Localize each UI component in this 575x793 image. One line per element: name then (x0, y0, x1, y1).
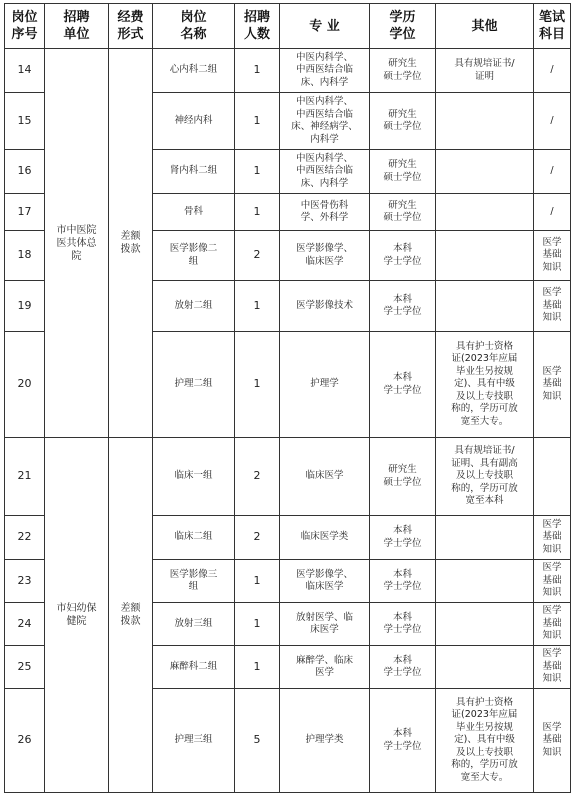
cell-other (436, 646, 534, 689)
cell-other (436, 231, 534, 281)
cell-education: 本科 学士学位 (370, 689, 436, 793)
cell-count: 2 (235, 438, 280, 516)
cell-exam: 医学 基础 知识 (534, 603, 571, 646)
cell-count: 1 (235, 560, 280, 603)
table-header-row (5, 4, 571, 49)
cell-education: 本科 学士学位 (370, 603, 436, 646)
header-other: 其他 (436, 4, 534, 49)
cell-exam: / (534, 194, 571, 231)
cell-education: 研究生 硕士学位 (370, 438, 436, 516)
cell-other: 具有规培证书/ 证明 (436, 49, 534, 93)
cell-funding: 差额 拨款 (109, 438, 153, 793)
cell-exam: 医学 基础 知识 (534, 281, 571, 332)
cell-other (436, 194, 534, 231)
recruitment-table-container (4, 3, 571, 793)
cell-count: 1 (235, 603, 280, 646)
cell-post-name: 肾内科二组 (153, 150, 235, 194)
cell-count: 1 (235, 281, 280, 332)
cell-post-id: 25 (5, 646, 45, 689)
cell-exam: 医学 基础 知识 (534, 560, 571, 603)
cell-post-name: 神经内科 (153, 93, 235, 150)
cell-other: 具有护士资格 证(2023年应届 毕业生另按规 定)、具有中级 及以上专技职 称的，学历可放 宽至大专。 (436, 689, 534, 793)
cell-unit: 市妇幼保 健院 (45, 438, 109, 793)
cell-post-id: 22 (5, 516, 45, 560)
cell-major: 护理学类 (280, 689, 370, 793)
cell-count: 1 (235, 49, 280, 93)
cell-other (436, 516, 534, 560)
cell-other (436, 281, 534, 332)
cell-count: 2 (235, 231, 280, 281)
cell-funding: 差额 拨款 (109, 49, 153, 438)
cell-post-name: 护理三组 (153, 689, 235, 793)
recruitment-table (4, 3, 571, 793)
cell-exam: / (534, 49, 571, 93)
table-row (5, 49, 571, 93)
header-post-id: 岗位 序号 (5, 4, 45, 49)
cell-exam: / (534, 93, 571, 150)
cell-count: 5 (235, 689, 280, 793)
cell-other (436, 150, 534, 194)
header-funding: 经费 形式 (109, 4, 153, 49)
cell-other (436, 93, 534, 150)
cell-major: 医学影像技术 (280, 281, 370, 332)
cell-education: 本科 学士学位 (370, 231, 436, 281)
cell-post-name: 临床一组 (153, 438, 235, 516)
cell-major: 医学影像学、 临床医学 (280, 231, 370, 281)
header-unit: 招聘 单位 (45, 4, 109, 49)
cell-count: 2 (235, 516, 280, 560)
cell-post-name: 放射二组 (153, 281, 235, 332)
cell-exam: 医学 基础 知识 (534, 646, 571, 689)
cell-post-id: 16 (5, 150, 45, 194)
cell-other (436, 603, 534, 646)
table-body (5, 49, 571, 793)
cell-count: 1 (235, 194, 280, 231)
cell-count: 1 (235, 332, 280, 438)
cell-education: 研究生 硕士学位 (370, 49, 436, 93)
cell-education: 本科 学士学位 (370, 560, 436, 603)
cell-exam: 医学 基础 知识 (534, 231, 571, 281)
cell-post-id: 20 (5, 332, 45, 438)
cell-post-id: 21 (5, 438, 45, 516)
cell-education: 本科 学士学位 (370, 281, 436, 332)
cell-post-id: 23 (5, 560, 45, 603)
header-major: 专 业 (280, 4, 370, 49)
cell-exam: 医学 基础 知识 (534, 689, 571, 793)
header-exam: 笔试 科目 (534, 4, 571, 49)
cell-major: 中医内科学、 中西医结合临 床、内科学 (280, 49, 370, 93)
cell-unit: 市中医院 医共体总 院 (45, 49, 109, 438)
cell-exam: / (534, 150, 571, 194)
cell-other (436, 560, 534, 603)
table-row (5, 438, 571, 516)
cell-education: 研究生 硕士学位 (370, 93, 436, 150)
cell-count: 1 (235, 646, 280, 689)
cell-major: 临床医学 (280, 438, 370, 516)
cell-education: 本科 学士学位 (370, 516, 436, 560)
cell-exam: 医学 基础 知识 (534, 516, 571, 560)
cell-major: 中医内科学、 中西医结合临 床、神经病学、 内科学 (280, 93, 370, 150)
cell-post-name: 医学影像三 组 (153, 560, 235, 603)
cell-education: 本科 学士学位 (370, 646, 436, 689)
cell-post-name: 心内科二组 (153, 49, 235, 93)
cell-post-id: 26 (5, 689, 45, 793)
cell-education: 本科 学士学位 (370, 332, 436, 438)
header-post-name: 岗位 名称 (153, 4, 235, 49)
cell-post-id: 17 (5, 194, 45, 231)
cell-post-id: 15 (5, 93, 45, 150)
cell-major: 临床医学类 (280, 516, 370, 560)
cell-education: 研究生 硕士学位 (370, 194, 436, 231)
cell-education: 研究生 硕士学位 (370, 150, 436, 194)
cell-post-id: 14 (5, 49, 45, 93)
cell-post-name: 护理二组 (153, 332, 235, 438)
cell-other: 具有护士资格 证(2023年应届 毕业生另按规 定)、具有中级 及以上专技职 称的，学历可放 宽至大专。 (436, 332, 534, 438)
cell-post-name: 麻醉科二组 (153, 646, 235, 689)
cell-major: 放射医学、临 床医学 (280, 603, 370, 646)
cell-major: 麻醉学、临床 医学 (280, 646, 370, 689)
cell-count: 1 (235, 93, 280, 150)
cell-major: 护理学 (280, 332, 370, 438)
cell-post-name: 临床二组 (153, 516, 235, 560)
cell-post-id: 24 (5, 603, 45, 646)
cell-other: 具有规培证书/ 证明、具有副高 及以上专技职 称的，学历可放 宽至本科 (436, 438, 534, 516)
header-count: 招聘 人数 (235, 4, 280, 49)
cell-post-name: 放射三组 (153, 603, 235, 646)
cell-exam (534, 438, 571, 516)
cell-post-name: 骨科 (153, 194, 235, 231)
cell-major: 医学影像学、 临床医学 (280, 560, 370, 603)
cell-major: 中医骨伤科 学、外科学 (280, 194, 370, 231)
cell-post-name: 医学影像二 组 (153, 231, 235, 281)
header-education: 学历 学位 (370, 4, 436, 49)
cell-post-id: 19 (5, 281, 45, 332)
cell-major: 中医内科学、 中西医结合临 床、内科学 (280, 150, 370, 194)
cell-post-id: 18 (5, 231, 45, 281)
cell-exam: 医学 基础 知识 (534, 332, 571, 438)
cell-count: 1 (235, 150, 280, 194)
